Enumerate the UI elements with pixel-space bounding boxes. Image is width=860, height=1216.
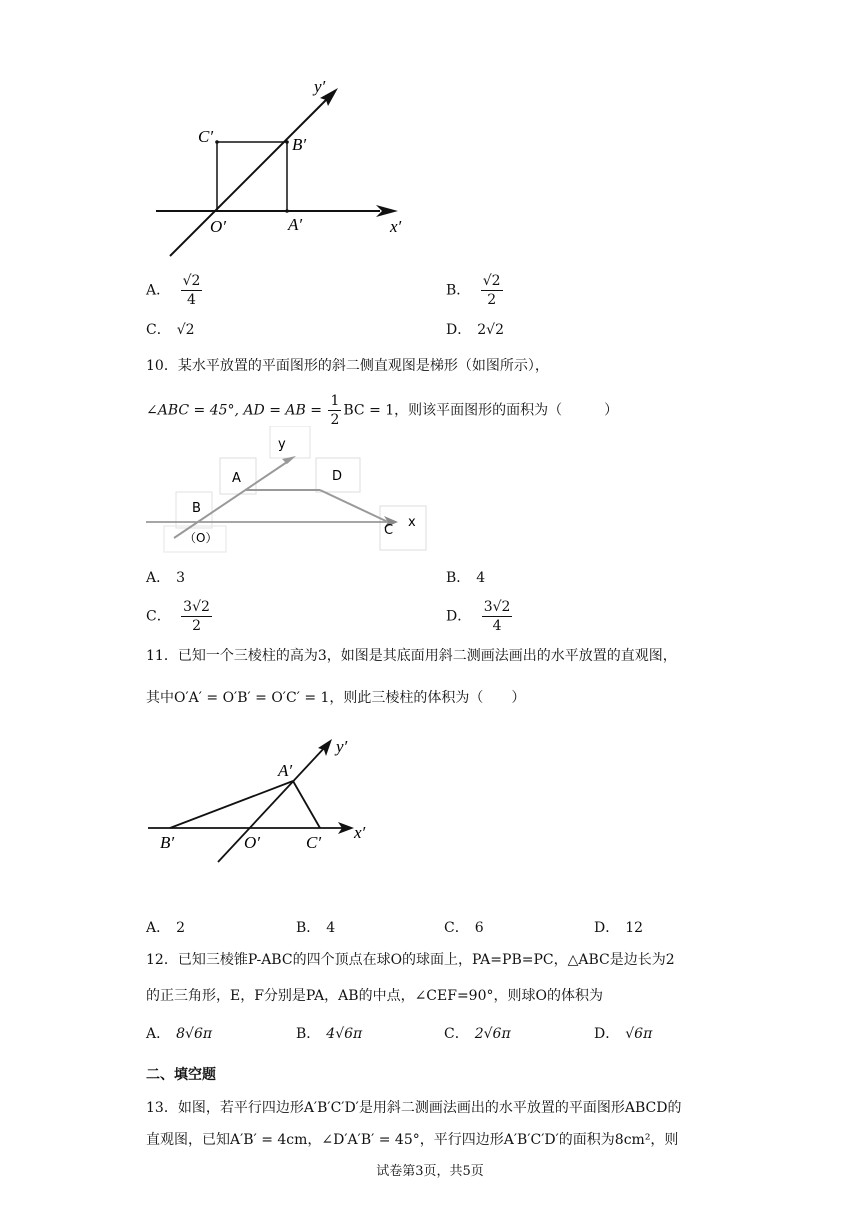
q12-option-b: B． 4√6π: [296, 1026, 363, 1042]
fig11-y-label: y′: [336, 737, 348, 756]
q10-option-d: D． $\frac{3√2}{4}$: [446, 599, 511, 634]
q12-option-a: A． 8√6π: [146, 1026, 213, 1042]
fig9-a-label: A′: [288, 215, 303, 234]
fig11-o-label: O′: [244, 833, 260, 852]
fig10-x-label: x: [408, 515, 416, 530]
q9-option-d: D． 2√2: [446, 322, 504, 338]
fig9-o-label: O′: [210, 217, 226, 236]
fig11-b-label: B′: [160, 833, 175, 852]
fig10-y-label: y: [278, 437, 286, 452]
q9-option-a: A． $\frac{√2}{4}$: [146, 273, 201, 308]
q9-c-value: √2: [176, 322, 195, 338]
q12-line2: 的正三角形，E，F分别是PA，AB的中点，∠CEF=90°，则球O的体积为: [146, 988, 603, 1004]
q11-line2: 其中O′A′ = O′B′ = O′C′ = 1，则此三棱柱的体积为（ ）: [146, 690, 526, 706]
q12-option-d: D． √6π: [594, 1026, 653, 1042]
q10-line1: 10．某水平放置的平面图形的斜二侧直观图是梯形（如图所示），: [146, 358, 549, 374]
q10-option-a: A． 3: [146, 570, 186, 586]
fig10-b-label: B: [192, 501, 201, 516]
q12-option-c: C． 2√6π: [444, 1026, 511, 1042]
page-footer: 试卷第3页，共5页: [376, 1164, 484, 1179]
q10-line2: ∠ABC = 45°, AD = AB = $\frac{1}{2}$ BC = 1，则该平面图形的面积为（ ）: [146, 393, 619, 428]
q11-option-d: D． 12: [594, 920, 644, 936]
q10-option-b: B． 4: [446, 570, 486, 586]
fig9-x-label: x′: [390, 217, 402, 236]
fig9-c-label: C′: [198, 127, 214, 146]
fig11-c-label: C′: [306, 833, 322, 852]
figure-q10: [140, 426, 440, 566]
q9-a-numerator: √2: [182, 273, 201, 289]
q9-option-b: B． $\frac{√2}{2}$: [446, 273, 501, 308]
q13-line2: 直观图，已知A′B′ = 4cm，∠D′A′B′ = 45°，平行四边形A′B′C′D′的面积为8cm²，则: [146, 1132, 679, 1148]
fig9-y-label: y′: [314, 77, 326, 96]
q12-line1: 12．已知三棱锥P-ABC的四个顶点在球O的球面上，PA=PB=PC，△ABC是边长为2: [146, 952, 675, 968]
q9-option-c: C． √2: [146, 322, 195, 338]
q9-b-numerator: √2: [482, 273, 501, 289]
q9-d-value: 2√2: [477, 322, 504, 338]
q10-option-c: C． $\frac{3√2}{2}$: [146, 599, 210, 634]
fig10-a-label: A: [232, 471, 241, 486]
fig11-a-label: A′: [278, 761, 293, 780]
q13-line1: 13．如图，若平行四边形A′B′C′D′是用斜二测画法画出的水平放置的平面图形ABCD的: [146, 1100, 682, 1116]
q11-option-c: C． 6: [444, 920, 484, 936]
section-heading-fill-in: 二、填空题: [146, 1067, 216, 1083]
q11-line1: 11．已知一个三棱柱的高为3，如图是其底面用斜二测画法画出的水平放置的直观图，: [146, 648, 677, 664]
q9-a-denominator: 4: [187, 292, 196, 308]
figure-q9: [140, 70, 420, 270]
figure-q11: [140, 734, 400, 864]
q11-option-a: A． 2: [146, 920, 186, 936]
fig11-x-label: x′: [354, 823, 366, 842]
fig10-d-label: D: [332, 469, 343, 484]
fig9-b-label: B′: [292, 135, 307, 154]
fig10-c-label: C: [384, 523, 394, 538]
fig10-o-label: （O）: [184, 531, 218, 545]
q11-option-b: B． 4: [296, 920, 336, 936]
q9-b-denominator: 2: [487, 292, 497, 308]
